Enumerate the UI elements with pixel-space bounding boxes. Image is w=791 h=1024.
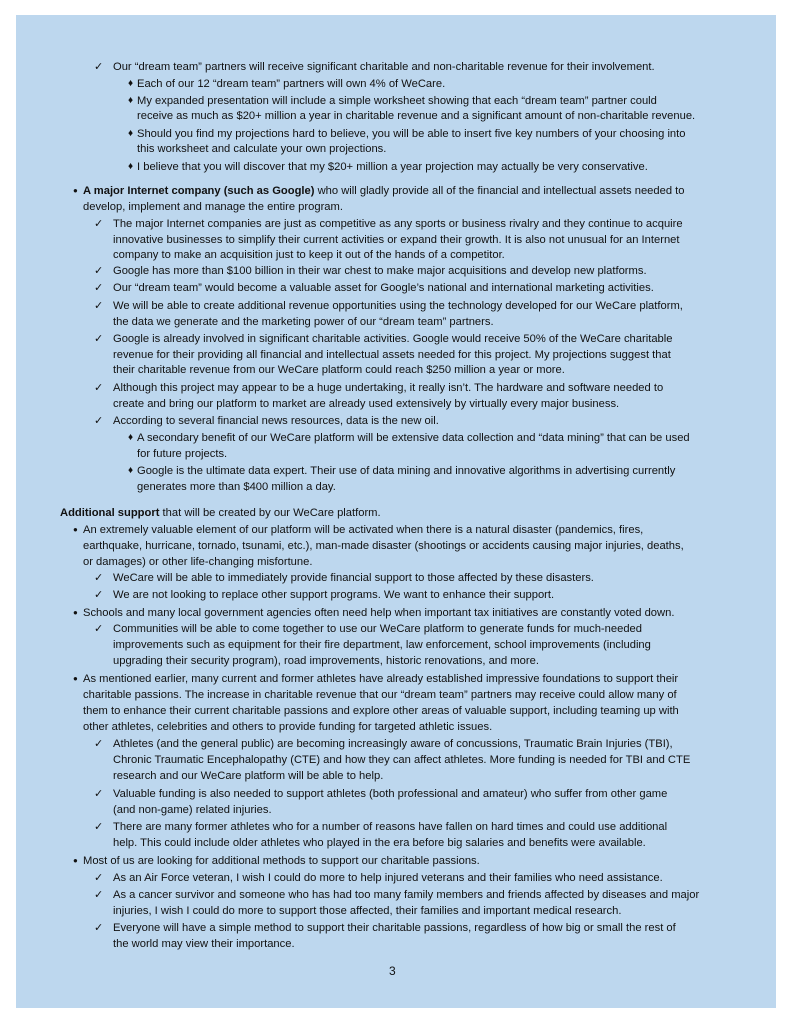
text-line-content: who will gladly provide all of the financial and intellectual assets needed to (314, 185, 685, 197)
bullet-icon: ● (73, 608, 78, 617)
text-line-content: the data we generate and the marketing power of our “dream team” partners. (113, 316, 494, 328)
checkmark-icon: ✓ (94, 872, 104, 884)
text-line (113, 871, 663, 886)
page-number: 3 (389, 964, 396, 978)
diamond-bullet-icon: ♦ (128, 465, 134, 476)
text-line-content: As an Air Force veteran, I wish I could do more to help injured veterans and their families who need assistance. (113, 872, 663, 884)
text-line (113, 888, 699, 903)
text-line (137, 94, 657, 109)
diamond-bullet-icon: ♦ (128, 78, 134, 89)
bullet-icon: ● (73, 525, 78, 534)
text-line (83, 555, 312, 570)
bold-lead: Additional support (60, 507, 160, 519)
text-line-content: the world may view their importance. (113, 938, 295, 950)
text-line-content: There are many former athletes who for a number of reasons have fallen on hard times and could use additional (113, 821, 668, 833)
checkmark-icon: ✓ (94, 821, 104, 833)
text-line (113, 921, 676, 936)
text-line (83, 523, 643, 538)
diamond-bullet-icon: ♦ (128, 128, 134, 139)
text-line (113, 571, 594, 586)
text-line (137, 480, 336, 495)
text-line-content: Google is already involved in significant charitable activities. Google would receive 50% of the WeCare charitable (113, 333, 673, 345)
text-line (83, 606, 674, 621)
text-line-content: Each of our 12 “dream team” partners will own 4% of WeCare. (137, 78, 446, 90)
text-line (113, 787, 667, 802)
text-line (137, 77, 445, 92)
text-line-content: their charitable revenue from our WeCare platform could reach $250 million a year or more. (113, 364, 565, 376)
text-line-content: receive as much as $20+ million a year in charitable revenue and a significant amount of non-charitable revenue. (137, 110, 696, 122)
text-line (113, 233, 680, 248)
text-line-content: upgrading their security program), road improvements, historic renovations, and more. (113, 655, 539, 667)
checkmark-icon: ✓ (94, 218, 104, 230)
text-line-content: As a cancer survivor and someone who has had too many family members and friends affected by diseases and major (113, 889, 700, 901)
checkmark-icon: ✓ (94, 265, 104, 277)
text-line (83, 200, 343, 215)
text-line (113, 753, 690, 768)
checkmark-icon: ✓ (94, 738, 104, 750)
text-line (83, 539, 684, 554)
text-line-content: WeCare will be able to immediately provide financial support to those affected by these disasters. (113, 572, 594, 584)
text-line (137, 160, 648, 175)
text-line-content: Google is the ultimate data expert. Their use of data mining and innovative algorithms in advertising currently (137, 465, 676, 477)
text-line (113, 588, 554, 603)
checkmark-icon: ✓ (94, 300, 104, 312)
checkmark-icon: ✓ (94, 623, 104, 635)
text-line (113, 414, 439, 429)
text-line (113, 820, 667, 835)
text-line-content: innovative businesses to simplify their current activities or expand their growth. It is also not unusual for an Internet (113, 234, 680, 246)
text-line (113, 654, 539, 669)
text-line-content: According to several financial news resources, data is the new oil. (113, 415, 439, 427)
checkmark-icon: ✓ (94, 333, 104, 345)
text-line (113, 803, 272, 818)
text-line (137, 464, 675, 479)
text-line-content: We will be able to create additional revenue opportunities using the technology developed for our WeCare platform, (113, 300, 683, 312)
text-line (83, 854, 480, 869)
text-line-content: Chronic Traumatic Encephalopathy (CTE) and how they can affect athletes. More funding is needed for TBI and CTE (113, 754, 691, 766)
text-line-content: Our “dream team” would become a valuable asset for Google’s national and international marketing activities. (113, 282, 654, 294)
text-line-content: that will be created by our WeCare platform. (159, 507, 381, 519)
text-line-content: My expanded presentation will include a simple worksheet showing that each “dream team” partner could (137, 95, 657, 107)
text-line-content: Should you find my projections hard to believe, you will be able to insert five key numbers of your choosing into (137, 128, 686, 140)
text-line-content: (and non-game) related injuries. (113, 804, 272, 816)
text-line-content: The major Internet companies are just as competitive as any sports or business rivalry and they continue to acquire (113, 218, 683, 230)
text-line-content: help. This could include older athletes who played in the era before big salaries and benefits were available. (113, 837, 646, 849)
text-line (137, 431, 690, 446)
text-line (113, 836, 646, 851)
text-line-content: We are not looking to replace other support programs. We want to enhance their support. (113, 589, 555, 601)
text-line (113, 299, 683, 314)
text-line (60, 506, 381, 521)
text-line-content: injuries, I wish I could do more to support those affected, their families and important medical research. (113, 905, 622, 917)
text-line-content: Schools and many local government agencies often need help when important tax initiatives are constantly voted down. (83, 607, 675, 619)
diamond-bullet-icon: ♦ (128, 95, 134, 106)
document-page (16, 15, 776, 1008)
bullet-icon: ● (73, 856, 78, 865)
text-line (83, 720, 492, 735)
text-line-content: for future projects. (137, 448, 228, 460)
text-line-content: or damages) or other life-changing misfortune. (83, 556, 313, 568)
bold-lead: A major Internet company (such as Google) (83, 185, 315, 197)
text-line (113, 397, 619, 412)
bullet-icon: ● (73, 674, 78, 683)
text-line-content: company to make an acquisition just to keep it out of the hands of a competitor. (113, 249, 505, 261)
text-line-content: other athletes, celebrities and others to provide funding for targeted athletic issues. (83, 721, 493, 733)
text-line (83, 688, 677, 703)
diamond-bullet-icon: ♦ (128, 432, 134, 443)
checkmark-icon: ✓ (94, 572, 104, 584)
text-line-content: charitable passions. The increase in charitable revenue that our “dream team” partners may receive could allow many of (83, 689, 677, 701)
text-line (137, 109, 695, 124)
checkmark-icon: ✓ (94, 589, 104, 601)
text-line (113, 281, 654, 296)
text-line-content: this worksheet and calculate your own projections. (137, 143, 387, 155)
text-line-content: generates more than $400 million a day. (137, 481, 336, 493)
text-line (113, 264, 647, 279)
text-line-content: develop, implement and manage the entire program. (83, 201, 343, 213)
text-line-content: revenue for their providing all financial and intellectual assets needed for this project. My projections suggest that (113, 349, 671, 361)
text-line-content: Communities will be able to come together to use our WeCare platform to generate funds for much-needed (113, 623, 642, 635)
text-line-content: research and our WeCare platform will be able to help. (113, 770, 384, 782)
text-line-content: Most of us are looking for additional methods to support our charitable passions. (83, 855, 480, 867)
text-line (137, 142, 386, 157)
text-line (83, 672, 678, 687)
text-line-content: earthquake, hurricane, tornado, tsunami, etc.), man-made disaster (shootings or accidents causing major injuries, deaths, (83, 540, 684, 552)
text-line-content: improvements such as equipment for their fire department, law enforcement, school improvements (including (113, 639, 651, 651)
text-line (137, 127, 686, 142)
bullet-icon: ● (73, 186, 78, 195)
checkmark-icon: ✓ (94, 282, 104, 294)
text-line (113, 737, 673, 752)
text-line-content: I believe that you will discover that my $20+ million a year projection may actually be very conservative. (137, 161, 648, 173)
text-line (113, 769, 383, 784)
text-line-content: create and bring our platform to market are already used extensively by virtually every major business. (113, 398, 620, 410)
text-line-content: Everyone will have a simple method to support their charitable passions, regardless of how big or small the rest of (113, 922, 676, 934)
text-line-content: As mentioned earlier, many current and former athletes have already established impressive foundations to support their (83, 673, 679, 685)
diamond-bullet-icon: ♦ (128, 161, 134, 172)
checkmark-icon: ✓ (94, 889, 104, 901)
text-line-content: Athletes (and the general public) are becoming increasingly aware of concussions, Traumatic Brain Injuries (TBI), (113, 738, 673, 750)
text-line (113, 937, 295, 952)
text-line-content: Google has more than $100 billion in their war chest to make major acquisitions and develop new platforms. (113, 265, 647, 277)
text-line (113, 60, 655, 75)
text-line (113, 622, 642, 637)
text-line (113, 904, 621, 919)
text-line (113, 348, 671, 363)
text-line-content: A secondary benefit of our WeCare platform will be extensive data collection and “data mining” that can be used (137, 432, 690, 444)
text-line-content: Although this project may appear to be a huge undertaking, it really isn’t. The hardware and software needed to (113, 382, 664, 394)
checkmark-icon: ✓ (94, 61, 104, 73)
text-line (83, 184, 685, 199)
text-line-content: Our “dream team” partners will receive significant charitable and non-charitable revenue for their involvement. (113, 61, 655, 73)
text-line (113, 315, 494, 330)
checkmark-icon: ✓ (94, 922, 104, 934)
text-line (113, 638, 651, 653)
text-line (137, 447, 227, 462)
checkmark-icon: ✓ (94, 382, 104, 394)
text-line (83, 704, 679, 719)
text-line (113, 248, 505, 263)
checkmark-icon: ✓ (94, 788, 104, 800)
text-line (113, 217, 683, 232)
checkmark-icon: ✓ (94, 415, 104, 427)
text-line-content: An extremely valuable element of our platform will be activated when there is a natural disaster (pandemics, fires, (83, 524, 644, 536)
text-line-content: them to enhance their current charitable passions and explore other areas of valuable support, including teaming up with (83, 705, 679, 717)
text-line (113, 381, 663, 396)
text-line (113, 332, 672, 347)
text-line (113, 363, 565, 378)
text-line-content: Valuable funding is also needed to support athletes (both professional and amateur) who suffer from other game (113, 788, 668, 800)
